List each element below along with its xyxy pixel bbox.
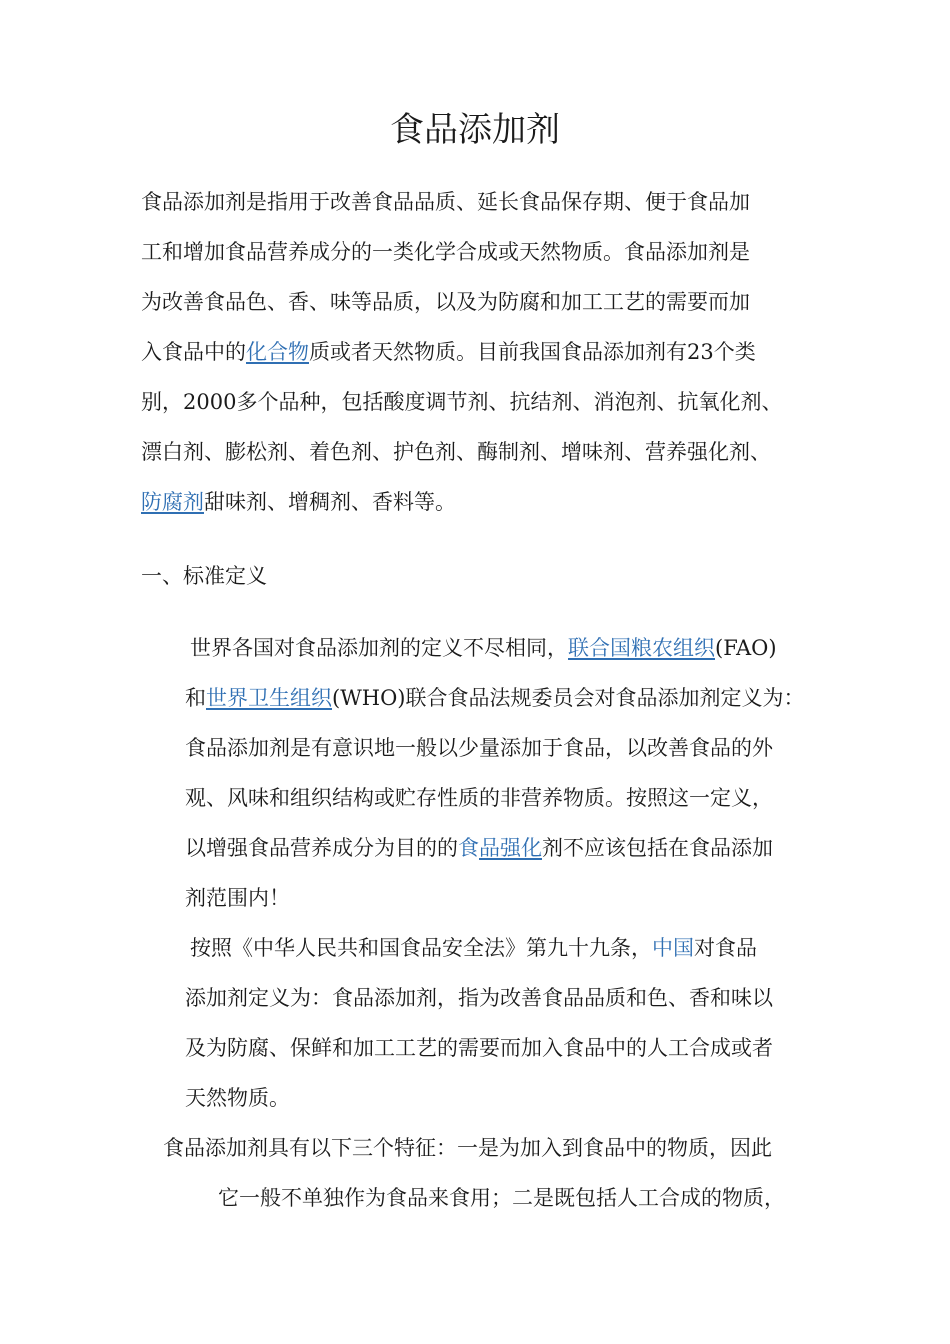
p2-line-1-text-b: 对食品 (694, 936, 757, 960)
p1-line-2-text-a: 和 (185, 686, 206, 710)
p1-line-1-text-a: 世界各国对食品添加剂的定义不尽相同， (190, 636, 568, 660)
intro-line-2: 工和增加食品营养成分的一类化学合成或天然物质。食品添加剂是 (141, 240, 750, 264)
p1-line-5-text-b: 剂不应该包括在食品添加 (542, 836, 773, 860)
intro-line-3: 为改善食品色、香、味等品质，以及为防腐和加工工艺的需要而加 (141, 290, 750, 314)
p2-line-4: 天然物质。 (185, 1086, 290, 1110)
link-fao[interactable]: 联合国粮农组织 (568, 636, 715, 660)
p1-line-2-text-b: (WHO)联合食品法规委员会对食品添加剂定义为： (332, 686, 805, 710)
p1-line-5-text-a: 以增强食品营养成分为目的的 (185, 836, 458, 860)
intro-line-4-text-a: 入食品中的 (141, 340, 246, 364)
intro-line-6: 漂白剂、膨松剂、着色剂、护色剂、酶制剂、增味剂、营养强化剂、 (141, 440, 771, 464)
p3-line-2: 它一般不单独作为食品来食用；二是既包括人工合成的物质， (218, 1186, 785, 1210)
p2-line-1 (190, 933, 757, 963)
intro-line-4 (141, 337, 756, 367)
link-china[interactable]: 中国 (652, 936, 694, 960)
p2-line-2: 添加剂定义为：食品添加剂，指为改善食品品质和色、香和味以 (185, 986, 773, 1010)
link-preservative[interactable]: 防腐剂 (141, 490, 204, 514)
section-heading-standard-definition: 一、标准定义 (141, 564, 267, 588)
p1-line-5-link-prefix[interactable]: 食 (458, 836, 479, 860)
intro-line-1: 食品添加剂是指用于改善食品品质、延长食品保存期、便于食品加 (141, 190, 750, 214)
document-title: 食品添加剂 (390, 110, 560, 150)
intro-line-7-text-b: 甜味剂、增稠剂、香料等。 (204, 490, 456, 514)
p1-line-1 (190, 633, 777, 663)
link-who[interactable]: 世界卫生组织 (206, 686, 332, 710)
p2-line-1-text-a: 按照《中华人民共和国食品安全法》第九十九条， (190, 936, 652, 960)
p1-line-5 (185, 833, 773, 863)
intro-line-7 (141, 487, 456, 517)
p1-line-3: 食品添加剂是有意识地一般以少量添加于食品，以改善食品的外 (185, 736, 773, 760)
intro-line-4-text-b: 质或者天然物质。目前我国食品添加剂有23个类 (309, 340, 756, 364)
link-food-fortification[interactable]: 品强化 (479, 836, 542, 860)
intro-line-5: 别，2000多个品种，包括酸度调节剂、抗结剂、消泡剂、抗氧化剂、 (141, 390, 783, 414)
p3-line-1: 食品添加剂具有以下三个特征：一是为加入到食品中的物质，因此 (163, 1136, 772, 1160)
p1-line-2 (185, 683, 805, 713)
p2-line-3: 及为防腐、保鲜和加工工艺的需要而加入食品中的人工合成或者 (185, 1036, 773, 1060)
p1-line-4: 观、风味和组织结构或贮存性质的非营养物质。按照这一定义， (185, 786, 773, 810)
p1-line-1-text-b: (FAO) (715, 636, 777, 660)
link-compound[interactable]: 化合物 (246, 340, 309, 364)
p1-line-6: 剂范围内！ (185, 886, 290, 910)
